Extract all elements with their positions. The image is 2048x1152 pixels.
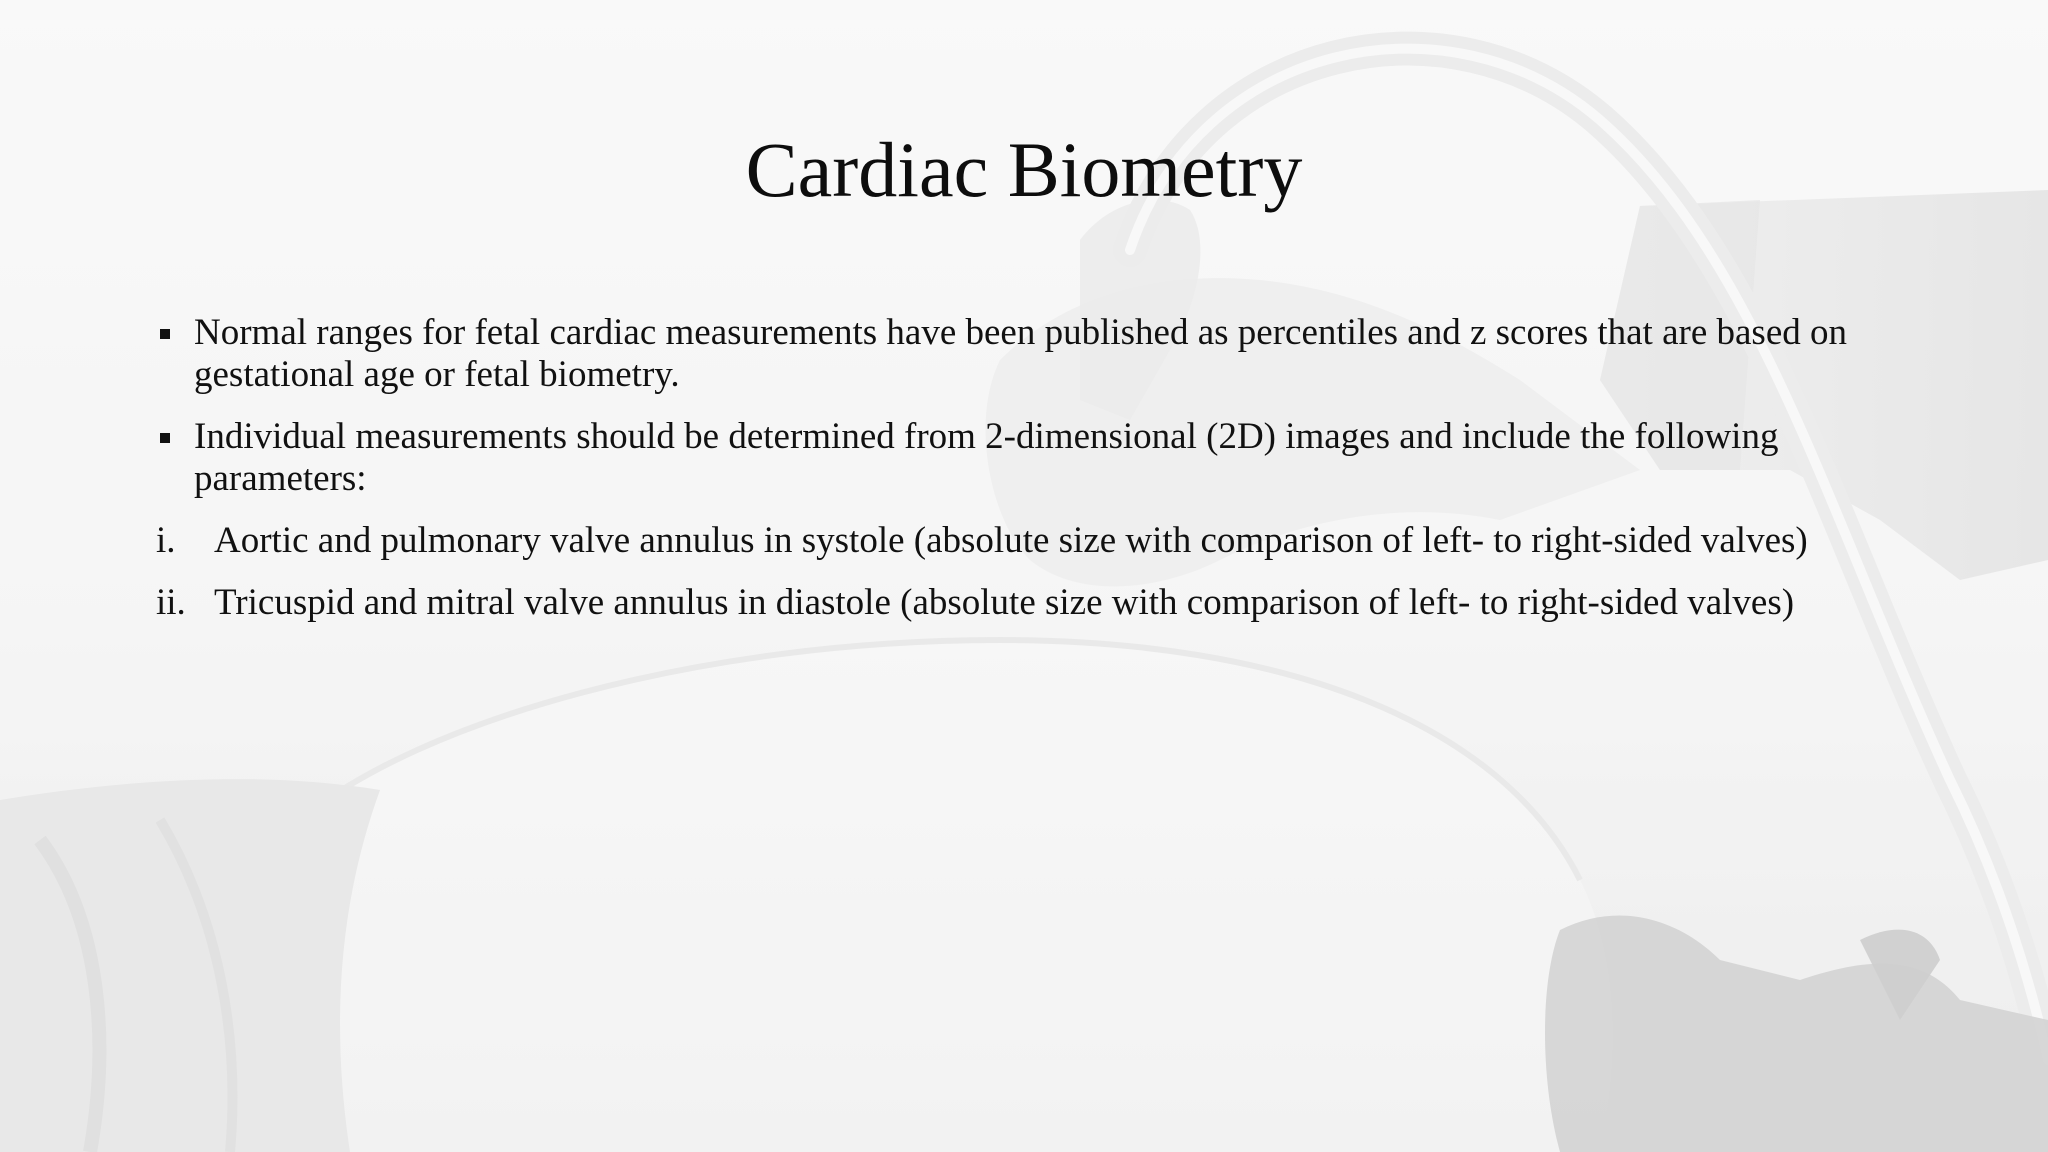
- list-marker: i.: [156, 520, 176, 561]
- slide-content: [156, 312, 1916, 644]
- numbered-item: [156, 520, 1916, 562]
- numbered-text: Aortic and pulmonary valve annulus in systole (absolute size with comparison of left- to right-sided valves): [214, 520, 1808, 561]
- slide-title: Cardiac Biometry: [745, 126, 1303, 213]
- list-marker: ii.: [156, 582, 186, 623]
- numbered-item: [156, 582, 1916, 624]
- bullet-text: Normal ranges for fetal cardiac measurements have been published as percentiles and z scores that are based on gestational age or fetal biometry.: [194, 312, 1847, 395]
- square-bullet-icon: [160, 433, 170, 443]
- numbered-text: Tricuspid and mitral valve annulus in diastole (absolute size with comparison of left- to right-sided valves): [214, 582, 1795, 623]
- bullet-item: [156, 416, 1916, 500]
- bullet-item: [156, 312, 1916, 396]
- square-bullet-icon: [160, 329, 170, 339]
- bullet-text: Individual measurements should be determined from 2-dimensional (2D) images and include the following parameters:: [194, 416, 1779, 499]
